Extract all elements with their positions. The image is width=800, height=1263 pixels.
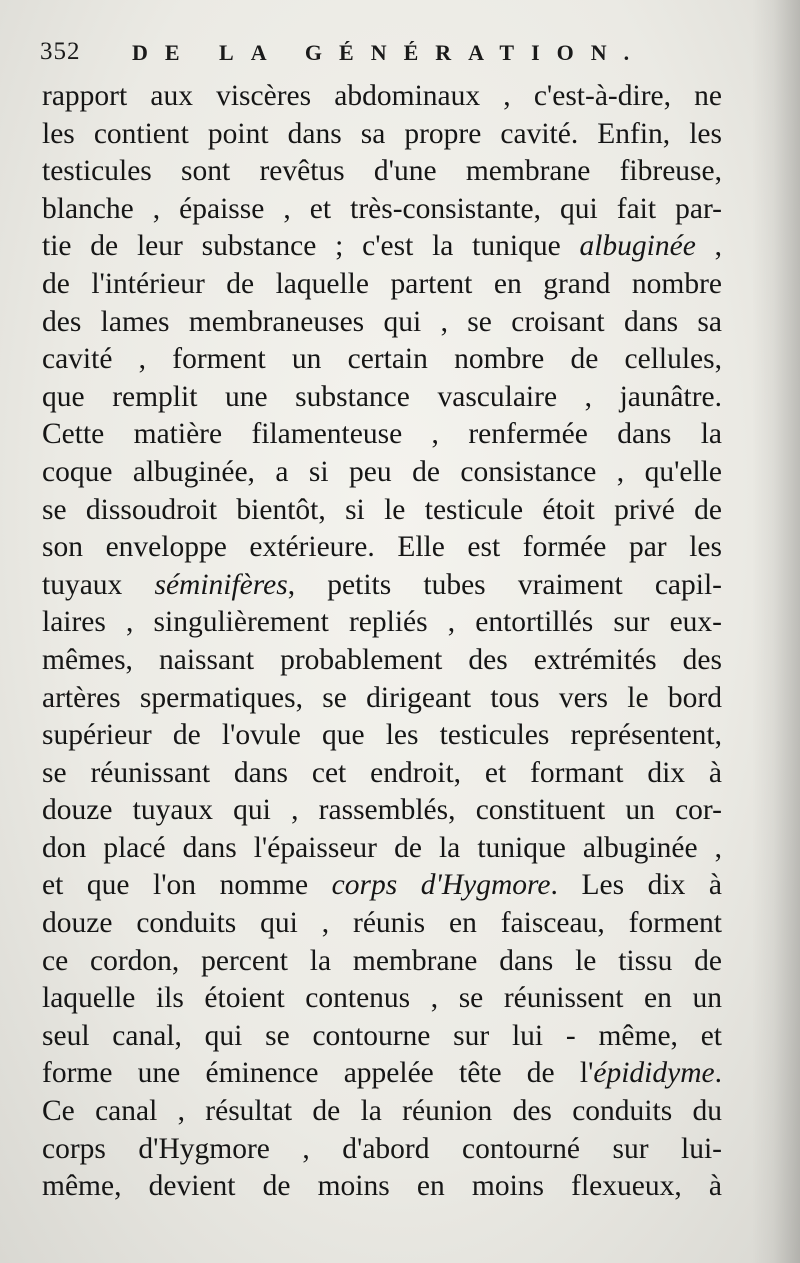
text-run: laquelle ils étoient contenus , se réunissent en un [42,982,722,1015]
text-line [42,191,722,229]
text-line [42,567,722,605]
text-line [42,1055,722,1093]
text-line [42,830,722,868]
text-line [42,454,722,492]
text-line [42,867,722,905]
italic-term: corps d'Hygmore [331,869,551,902]
text-line [42,341,722,379]
text-line [42,78,722,116]
text-run: Cette matière filamenteuse , renfermée dans la [42,418,722,451]
text-run: testicules sont revêtus d'une membrane fibreuse, [42,155,722,188]
text-run: mêmes, naissant probablement des extrémités des [42,643,722,676]
text-run: que remplit une substance vasculaire , jaunâtre. [42,380,722,413]
text-line [42,792,722,830]
text-line [42,642,722,680]
text-run: se dissoudroit bientôt, si le testicule étoit privé de [42,493,722,526]
text-run: tie de leur substance ; c'est la tunique [42,230,580,263]
text-line [42,416,722,454]
text-run: . [714,1057,722,1090]
text-run: supérieur de l'ovule que les testicules représentent, [42,719,722,752]
text-line [42,905,722,943]
page-number: 352 [40,38,81,65]
text-run: des lames membraneuses qui , se croisant dans sa [42,305,722,338]
text-line [42,304,722,342]
text-run: tuyaux [42,568,155,601]
text-run: douze conduits qui , réunis en faisceau, forment [42,907,722,940]
text-line [42,1018,722,1056]
text-run: douze tuyaux qui , rassemblés, constituent un cor- [42,794,722,827]
text-line [42,529,722,567]
text-line [42,943,722,981]
text-run: Ce canal , résultat de la réunion des conduits du [42,1095,722,1128]
text-run: ce cordon, percent la membrane dans le tissu de [42,944,722,977]
text-line [42,492,722,530]
text-line [42,1093,722,1131]
running-head [40,36,730,76]
text-run: blanche , épaisse , et très-consistante, qui fait par- [42,192,722,225]
text-run: seul canal, qui se contourne sur lui - même, et [42,1019,722,1052]
text-run: cavité , forment un certain nombre de cellules, [42,343,722,376]
text-run: . Les dix à [550,869,722,902]
text-run: et que l'on nomme [42,869,332,902]
text-run: rapport aux viscères abdominaux , c'est-à-dire, ne [42,80,722,112]
text-run: forme une éminence appelée tête de l' [42,1057,594,1090]
italic-term: albuginée [579,230,696,263]
text-line [42,266,722,304]
text-run: son enveloppe extérieure. Elle est formée par les [42,531,722,564]
text-run: , petits tubes vraiment capil- [287,568,722,601]
text-line [42,228,722,266]
text-line [42,980,722,1018]
body-text [42,78,722,1206]
text-run: don placé dans l'épaisseur de la tunique albuginée , [42,831,722,864]
text-line [42,379,722,417]
text-run: , [695,230,723,263]
text-run: coque albuginée, a si peu de consistance , qu'elle [42,455,722,488]
running-title: DE LA GÉNÉRATION. [132,40,647,65]
text-line [42,153,722,191]
text-line [42,1131,722,1169]
page-edge-shadow [752,0,800,1263]
text-run: corps d'Hygmore , d'abord contourné sur lui- [42,1132,722,1165]
text-line [42,717,722,755]
text-run: artères spermatiques, se dirigeant tous vers le bord [42,681,722,714]
text-run: même, devient de moins en moins flexueux, à [42,1170,722,1203]
text-line [42,1168,722,1206]
text-run: les contient point dans sa propre cavité. Enfin, les [42,117,722,150]
text-line [42,755,722,793]
text-line [42,604,722,642]
italic-term: séminifères [154,568,288,601]
text-line [42,116,722,154]
text-line [42,680,722,718]
italic-term: épididyme [593,1057,715,1090]
text-run: se réunissant dans cet endroit, et formant dix à [42,756,722,789]
text-run: de l'intérieur de laquelle partent en grand nombre [42,267,722,300]
text-run: laires , singulièrement repliés , entortillés sur eux- [42,606,722,639]
